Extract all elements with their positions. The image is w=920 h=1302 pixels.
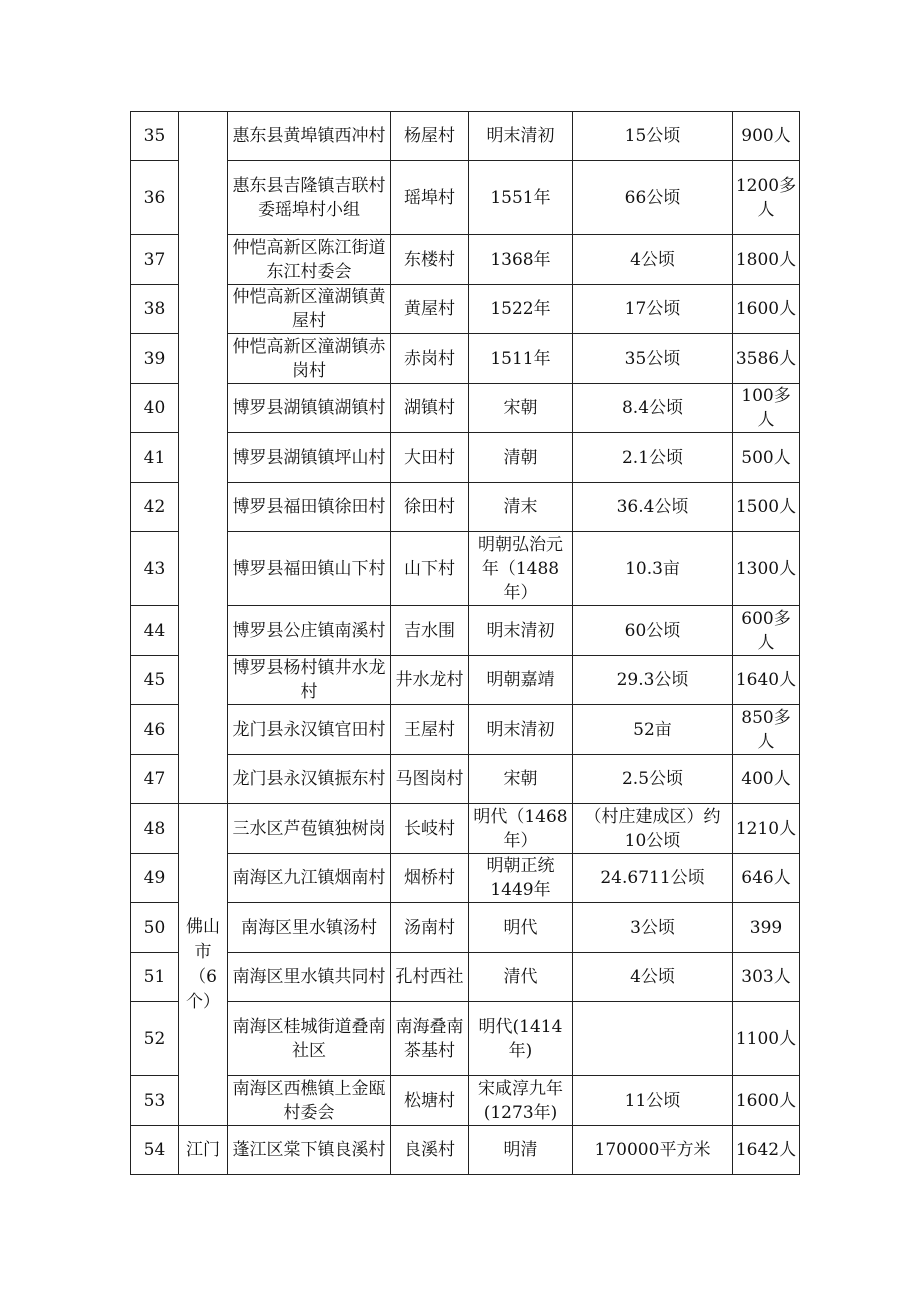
population-cell: 1642人 — [733, 1126, 800, 1175]
village-cell: 湖镇村 — [391, 384, 469, 433]
area-cell: 66公顷 — [573, 161, 733, 235]
population-cell: 399 — [733, 903, 800, 953]
row-number: 52 — [131, 1002, 179, 1076]
village-cell: 井水龙村 — [391, 656, 469, 705]
row-number: 54 — [131, 1126, 179, 1175]
population-cell: 900人 — [733, 112, 800, 161]
region-cell-foshan: 佛山市（6个） — [179, 804, 228, 1126]
location-cell: 仲恺高新区潼湖镇赤岗村 — [228, 334, 391, 384]
table-row — [131, 1126, 800, 1175]
village-cell: 孔村西社 — [391, 953, 469, 1002]
table-row — [131, 755, 800, 804]
population-cell: 400人 — [733, 755, 800, 804]
population-cell: 303人 — [733, 953, 800, 1002]
era-cell: 明代（1468年） — [469, 804, 573, 854]
era-cell: 1511年 — [469, 334, 573, 384]
population-cell: 600多人 — [733, 606, 800, 656]
population-cell: 1500人 — [733, 483, 800, 532]
row-number: 38 — [131, 285, 179, 334]
row-number: 53 — [131, 1076, 179, 1126]
era-cell: 宋朝 — [469, 384, 573, 433]
era-cell: 清末 — [469, 483, 573, 532]
village-cell: 马图岗村 — [391, 755, 469, 804]
table-row — [131, 804, 800, 854]
region-cell-huizhou — [179, 112, 228, 804]
location-cell: 博罗县福田镇徐田村 — [228, 483, 391, 532]
table-row — [131, 903, 800, 953]
area-cell: 11公顷 — [573, 1076, 733, 1126]
location-cell: 博罗县杨村镇井水龙村 — [228, 656, 391, 705]
location-cell: 南海区九江镇烟南村 — [228, 854, 391, 903]
village-cell: 吉水围 — [391, 606, 469, 656]
area-cell: 4公顷 — [573, 953, 733, 1002]
village-cell: 松塘村 — [391, 1076, 469, 1126]
table-row — [131, 285, 800, 334]
table-row — [131, 235, 800, 285]
row-number: 47 — [131, 755, 179, 804]
table-row — [131, 384, 800, 433]
area-cell: 15公顷 — [573, 112, 733, 161]
area-cell: 2.1公顷 — [573, 433, 733, 483]
table-row — [131, 433, 800, 483]
area-cell: 36.4公顷 — [573, 483, 733, 532]
era-cell: 清代 — [469, 953, 573, 1002]
village-cell: 徐田村 — [391, 483, 469, 532]
area-cell: （村庄建成区）约10公顷 — [573, 804, 733, 854]
row-number: 44 — [131, 606, 179, 656]
region-cell-jiangmen: 江门 — [179, 1126, 228, 1175]
population-cell: 1210人 — [733, 804, 800, 854]
heritage-village-table — [130, 111, 800, 1175]
area-cell: 60公顷 — [573, 606, 733, 656]
era-cell: 明清 — [469, 1126, 573, 1175]
village-cell: 南海叠南茶基村 — [391, 1002, 469, 1076]
population-cell: 100多人 — [733, 384, 800, 433]
area-cell — [573, 1002, 733, 1076]
area-cell: 4公顷 — [573, 235, 733, 285]
village-cell: 杨屋村 — [391, 112, 469, 161]
location-cell: 三水区芦苞镇独树岗 — [228, 804, 391, 854]
row-number: 51 — [131, 953, 179, 1002]
row-number: 36 — [131, 161, 179, 235]
row-number: 43 — [131, 532, 179, 606]
table-row — [131, 953, 800, 1002]
village-cell: 汤南村 — [391, 903, 469, 953]
era-cell: 明末清初 — [469, 112, 573, 161]
area-cell: 29.3公顷 — [573, 656, 733, 705]
era-cell: 明末清初 — [469, 705, 573, 755]
village-cell: 瑶埠村 — [391, 161, 469, 235]
location-cell: 博罗县公庄镇南溪村 — [228, 606, 391, 656]
era-cell: 明代(1414年) — [469, 1002, 573, 1076]
area-cell: 52亩 — [573, 705, 733, 755]
location-cell: 仲恺高新区陈江街道东江村委会 — [228, 235, 391, 285]
era-cell: 1522年 — [469, 285, 573, 334]
location-cell: 南海区西樵镇上金瓯村委会 — [228, 1076, 391, 1126]
era-cell: 明朝嘉靖 — [469, 656, 573, 705]
population-cell: 1600人 — [733, 285, 800, 334]
population-cell: 500人 — [733, 433, 800, 483]
population-cell: 1200多人 — [733, 161, 800, 235]
village-cell: 王屋村 — [391, 705, 469, 755]
area-cell: 8.4公顷 — [573, 384, 733, 433]
location-cell: 南海区里水镇汤村 — [228, 903, 391, 953]
population-cell: 1300人 — [733, 532, 800, 606]
location-cell: 龙门县永汉镇官田村 — [228, 705, 391, 755]
area-cell: 35公顷 — [573, 334, 733, 384]
village-cell: 赤岗村 — [391, 334, 469, 384]
area-cell: 2.5公顷 — [573, 755, 733, 804]
table-row — [131, 1076, 800, 1126]
population-cell: 1600人 — [733, 1076, 800, 1126]
village-cell: 长岐村 — [391, 804, 469, 854]
area-cell: 24.6711公顷 — [573, 854, 733, 903]
table-row — [131, 334, 800, 384]
area-cell: 170000平方米 — [573, 1126, 733, 1175]
row-number: 42 — [131, 483, 179, 532]
row-number: 35 — [131, 112, 179, 161]
table-row — [131, 483, 800, 532]
location-cell: 仲恺高新区潼湖镇黄屋村 — [228, 285, 391, 334]
population-cell: 1100人 — [733, 1002, 800, 1076]
row-number: 46 — [131, 705, 179, 755]
population-cell: 1800人 — [733, 235, 800, 285]
location-cell: 惠东县吉隆镇吉联村委瑶埠村小组 — [228, 161, 391, 235]
village-cell: 山下村 — [391, 532, 469, 606]
table-row — [131, 1002, 800, 1076]
row-number: 49 — [131, 854, 179, 903]
location-cell: 南海区里水镇共同村 — [228, 953, 391, 1002]
row-number: 41 — [131, 433, 179, 483]
era-cell: 明朝弘治元年（1488年） — [469, 532, 573, 606]
row-number: 48 — [131, 804, 179, 854]
table-row — [131, 705, 800, 755]
row-number: 40 — [131, 384, 179, 433]
location-cell: 博罗县湖镇镇坪山村 — [228, 433, 391, 483]
row-number: 37 — [131, 235, 179, 285]
location-cell: 南海区桂城街道叠南社区 — [228, 1002, 391, 1076]
village-cell: 黄屋村 — [391, 285, 469, 334]
era-cell: 1551年 — [469, 161, 573, 235]
era-cell: 明朝正统1449年 — [469, 854, 573, 903]
table-row — [131, 854, 800, 903]
area-cell: 10.3亩 — [573, 532, 733, 606]
area-cell: 3公顷 — [573, 903, 733, 953]
location-cell: 博罗县湖镇镇湖镇村 — [228, 384, 391, 433]
table-row — [131, 606, 800, 656]
village-cell: 东楼村 — [391, 235, 469, 285]
row-number: 50 — [131, 903, 179, 953]
location-cell: 蓬江区棠下镇良溪村 — [228, 1126, 391, 1175]
location-cell: 博罗县福田镇山下村 — [228, 532, 391, 606]
table-row — [131, 112, 800, 161]
village-cell: 烟桥村 — [391, 854, 469, 903]
population-cell: 3586人 — [733, 334, 800, 384]
location-cell: 惠东县黄埠镇西冲村 — [228, 112, 391, 161]
village-cell: 良溪村 — [391, 1126, 469, 1175]
era-cell: 清朝 — [469, 433, 573, 483]
table-row — [131, 532, 800, 606]
table-row — [131, 656, 800, 705]
village-cell: 大田村 — [391, 433, 469, 483]
population-cell: 1640人 — [733, 656, 800, 705]
row-number: 39 — [131, 334, 179, 384]
location-cell: 龙门县永汉镇振东村 — [228, 755, 391, 804]
population-cell: 646人 — [733, 854, 800, 903]
era-cell: 宋朝 — [469, 755, 573, 804]
era-cell: 1368年 — [469, 235, 573, 285]
population-cell: 850多人 — [733, 705, 800, 755]
area-cell: 17公顷 — [573, 285, 733, 334]
era-cell: 明末清初 — [469, 606, 573, 656]
row-number: 45 — [131, 656, 179, 705]
era-cell: 明代 — [469, 903, 573, 953]
era-cell: 宋咸淳九年(1273年) — [469, 1076, 573, 1126]
table-row — [131, 161, 800, 235]
